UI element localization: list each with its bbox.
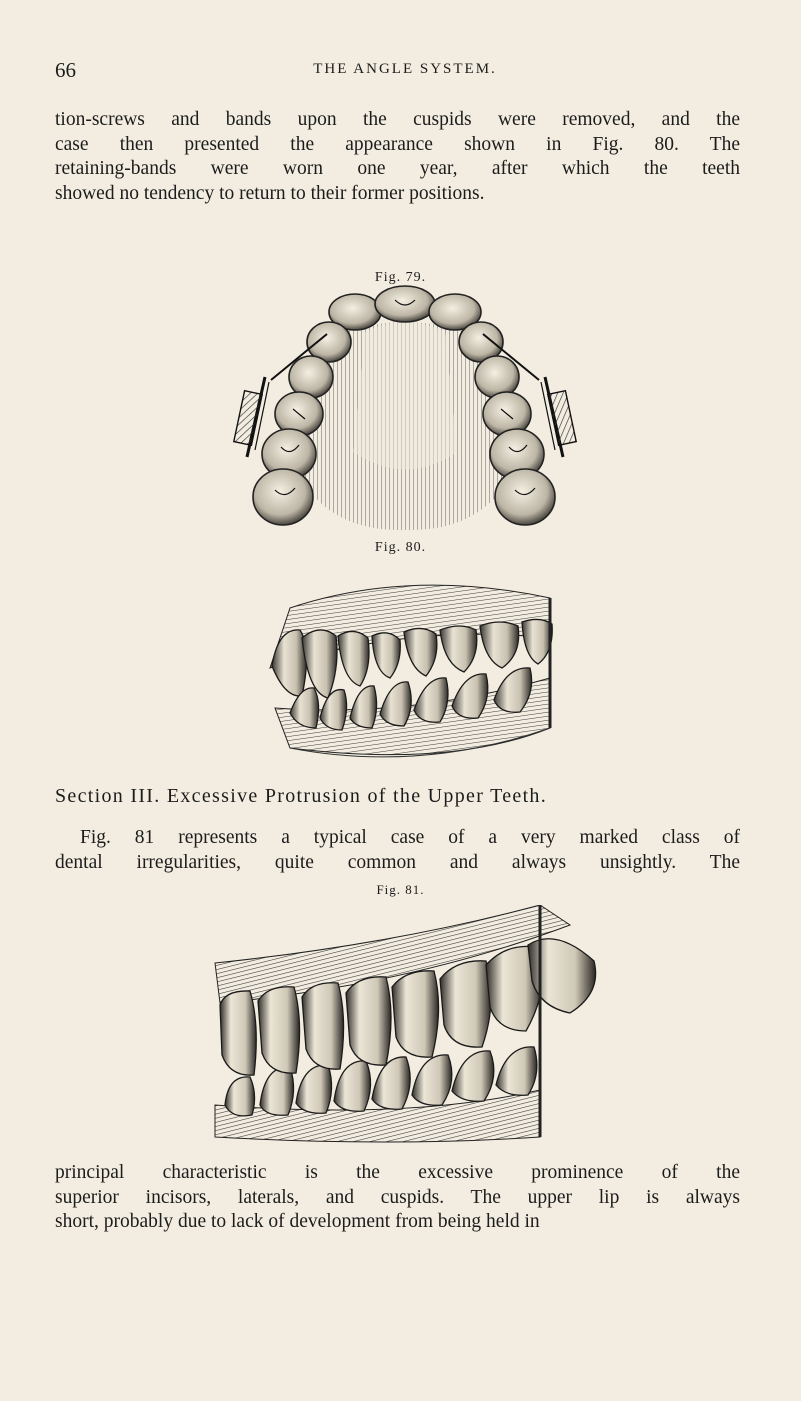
paragraph-line: principal characteristic is the excessive prominence of the bbox=[55, 1162, 740, 1183]
paragraph-2 bbox=[55, 826, 740, 875]
figure-79-caption: Fig. 79. bbox=[374, 270, 427, 285]
paragraph-line: showed no tendency to return to their former positions. bbox=[55, 182, 485, 204]
section-title: Section III. Excessive Protrusion of the Upper Teeth. bbox=[55, 785, 548, 807]
paragraph-1 bbox=[55, 108, 740, 206]
figure-80-occlusion-illustration bbox=[250, 568, 560, 773]
paragraph-line: dental irregularities, quite common and always unsightly. The bbox=[55, 851, 740, 873]
paragraph-line: Fig. 81 represents a typical case of a very marked class of bbox=[80, 827, 740, 848]
page-header bbox=[55, 58, 755, 82]
page-number: 66 bbox=[55, 58, 76, 82]
paragraph-3 bbox=[55, 1161, 740, 1235]
running-head: THE ANGLE SYSTEM. bbox=[313, 61, 497, 77]
figure-80-caption: Fig. 80. bbox=[374, 540, 427, 555]
paragraph-line: tion-screws and bands upon the cuspids were removed, and the bbox=[55, 109, 740, 130]
paragraph-line: case then presented the appearance shown in Fig. 80. The bbox=[55, 133, 740, 155]
paragraph-line: short, probably due to lack of development from being held in bbox=[55, 1211, 540, 1232]
figure-79-dental-arch-illustration bbox=[225, 282, 585, 534]
figure-81-protrusion-illustration bbox=[210, 905, 630, 1145]
paragraph-line: superior incisors, laterals, and cuspids. The upper lip is always bbox=[55, 1186, 740, 1208]
paragraph-line: retaining-bands were worn one year, after which the teeth bbox=[55, 158, 740, 179]
figure-81-caption: Fig. 81. bbox=[376, 882, 425, 897]
